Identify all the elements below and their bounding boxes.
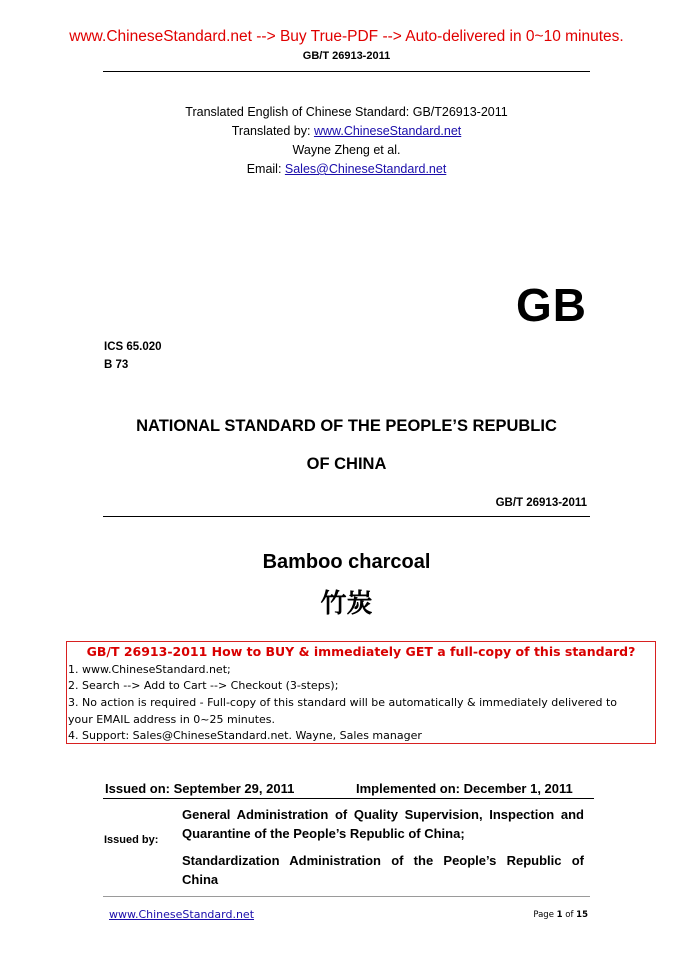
buy-step-3-cont: your EMAIL address in 0~25 minutes.	[68, 713, 276, 726]
buy-box-heading[interactable]: GB/T 26913-2011 How to BUY & immediately GET a full-copy of this standard?	[86, 644, 636, 659]
title-rule	[103, 516, 590, 517]
page-prefix: Page	[533, 910, 557, 920]
issuer-sac: Standardization Administration of the People’s Republic of China	[182, 853, 584, 887]
document-title-cn: 竹炭	[320, 588, 373, 618]
buy-step-2: 2. Search --> Add to Cart --> Checkout (3-steps);	[68, 679, 339, 692]
translated-by	[0, 122, 693, 141]
issuer-aqsiq: General Administration of Quality Supervision, Inspection and Quarantine of the People’s Republic of China;	[182, 807, 584, 841]
implemented-on: Implemented on: December 1, 2011	[356, 781, 573, 796]
page-number	[533, 910, 588, 920]
translator-email	[0, 160, 693, 179]
issued-by-label: Issued by:	[104, 834, 159, 846]
translation-note: Translated English of Chinese Standard: GB/T26913-2011	[185, 105, 508, 119]
email-label: Email:	[246, 162, 285, 176]
dates-rule	[103, 798, 594, 799]
ics-code: ICS 65.020	[104, 341, 162, 353]
purchase-banner[interactable]: www.ChineseStandard.net --> Buy True-PDF --> Auto-delivered in 0~10 minutes.	[69, 28, 624, 45]
email-link[interactable]: Sales@ChineseStandard.net	[284, 162, 447, 176]
header-rule	[103, 71, 590, 72]
footer-rule	[103, 896, 590, 897]
page-of: of	[562, 910, 577, 920]
page-total: 15	[576, 910, 588, 920]
gb-mark: GB	[516, 279, 587, 331]
header-standard-code: GB/T 26913-2011	[302, 50, 391, 62]
page-current: 1	[556, 910, 563, 920]
footer-site-link[interactable]: www.ChineseStandard.net	[109, 908, 255, 921]
buy-instructions-box	[66, 641, 656, 744]
issued-on: Issued on: September 29, 2011	[105, 781, 295, 796]
translated-by-label: Translated by:	[231, 124, 314, 138]
national-title-line2: OF CHINA	[306, 455, 387, 473]
standard-code: GB/T 26913-2011	[495, 497, 587, 509]
document-title-en: Bamboo charcoal	[262, 551, 431, 573]
buy-step-1[interactable]: 1. www.ChineseStandard.net;	[68, 663, 231, 676]
buy-step-4: 4. Support: Sales@ChineseStandard.net. Wayne, Sales manager	[68, 729, 422, 742]
buy-step-3: 3. No action is required - Full-copy of this standard will be automatically & immediately delivered to	[68, 696, 617, 709]
ccs-code: B 73	[104, 359, 129, 371]
national-title-line1: NATIONAL STANDARD OF THE PEOPLE’S REPUBLIC	[136, 417, 557, 435]
translator-site-link[interactable]: www.ChineseStandard.net	[313, 124, 462, 138]
translator-name: Wayne Zheng et al.	[292, 143, 401, 157]
